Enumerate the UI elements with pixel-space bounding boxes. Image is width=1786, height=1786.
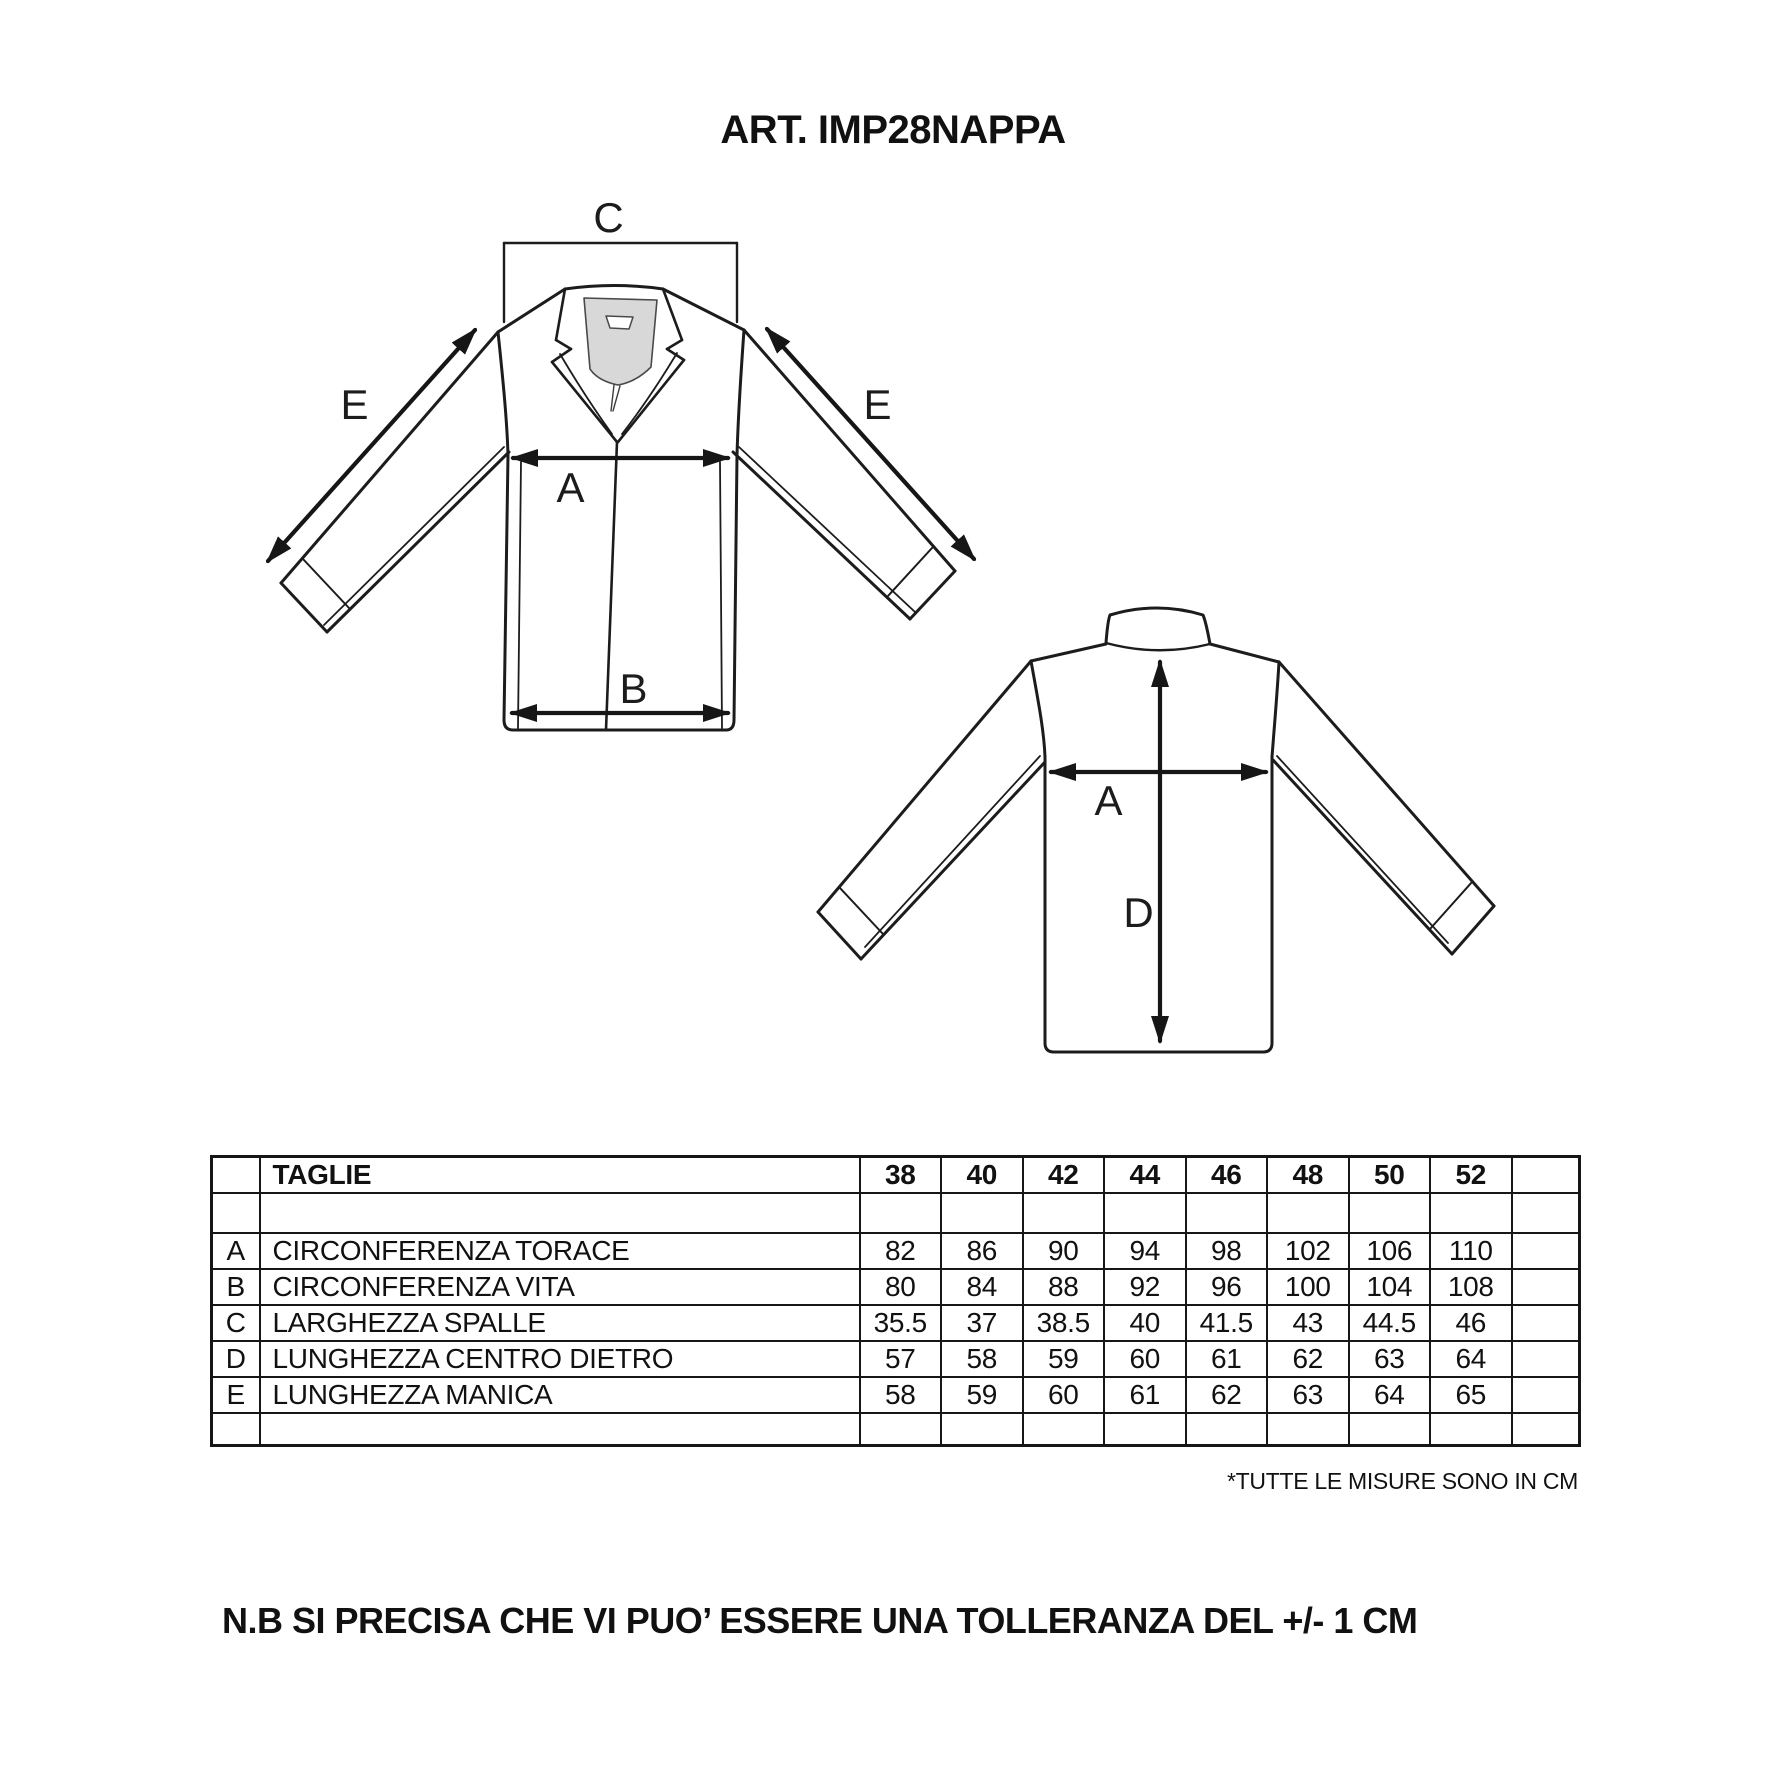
- spacer-row-top: [212, 1193, 1580, 1233]
- lining-cord: [611, 385, 620, 411]
- row-B-size-50: 104: [1349, 1269, 1431, 1305]
- spacer-cell: [860, 1413, 942, 1446]
- row-A-size-44: 94: [1104, 1233, 1186, 1269]
- row-B-size-38: 80: [860, 1269, 942, 1305]
- collar-lining: [584, 298, 657, 385]
- size-table: [210, 1155, 1581, 1447]
- row-B-trailing: [1512, 1269, 1580, 1305]
- spacer-cell: [1349, 1413, 1431, 1446]
- row-C-size-50: 44.5: [1349, 1305, 1431, 1341]
- spacer-cell: [1430, 1413, 1512, 1446]
- header-size-50: 50: [1349, 1157, 1431, 1194]
- jacket-back-diagram: [818, 608, 1494, 1052]
- row-B-size-42: 88: [1023, 1269, 1105, 1305]
- row-E-size-46: 62: [1186, 1377, 1268, 1413]
- measure-arrow-E-right: [767, 329, 974, 559]
- row-E-trailing: [1512, 1377, 1580, 1413]
- spacer-cell: [260, 1193, 860, 1233]
- row-E-size-38: 58: [860, 1377, 942, 1413]
- row-A-size-52: 110: [1430, 1233, 1512, 1269]
- back-collar-base: [1106, 643, 1210, 650]
- spacer-cell: [1349, 1193, 1431, 1233]
- spacer-cell: [860, 1193, 942, 1233]
- table-header-row: [212, 1157, 1580, 1194]
- spacer-cell: [941, 1413, 1023, 1446]
- label-A-back: A: [1094, 777, 1122, 824]
- back-body-outline: [1031, 661, 1279, 1052]
- spacer-cell: [1104, 1193, 1186, 1233]
- row-C-size-40: 37: [941, 1305, 1023, 1341]
- row-D-size-46: 61: [1186, 1341, 1268, 1377]
- row-E-size-48: 63: [1267, 1377, 1349, 1413]
- spacer-cell: [1512, 1413, 1580, 1446]
- front-shoulder-left: [498, 289, 565, 332]
- label-E-right: E: [863, 381, 891, 428]
- row-D-name: LUNGHEZZA CENTRO DIETRO: [260, 1341, 860, 1377]
- size-table-body: [212, 1157, 1580, 1446]
- front-center-line: [606, 442, 617, 730]
- row-C-trailing: [1512, 1305, 1580, 1341]
- table-row-A: [212, 1233, 1580, 1269]
- row-C-size-42: 38.5: [1023, 1305, 1105, 1341]
- back-shoulder-left: [1031, 644, 1106, 661]
- spacer-cell: [212, 1413, 260, 1446]
- row-D-size-50: 63: [1349, 1341, 1431, 1377]
- row-E-size-42: 60: [1023, 1377, 1105, 1413]
- row-B-size-46: 96: [1186, 1269, 1268, 1305]
- row-D-size-42: 59: [1023, 1341, 1105, 1377]
- spacer-cell: [1186, 1413, 1268, 1446]
- row-A-size-40: 86: [941, 1233, 1023, 1269]
- row-C-size-48: 43: [1267, 1305, 1349, 1341]
- table-row-E: [212, 1377, 1580, 1413]
- table-row-D: [212, 1341, 1580, 1377]
- row-C-size-38: 35.5: [860, 1305, 942, 1341]
- row-A-letter: A: [212, 1233, 260, 1269]
- row-D-trailing: [1512, 1341, 1580, 1377]
- spacer-row-bottom: [212, 1413, 1580, 1446]
- row-B-size-44: 92: [1104, 1269, 1186, 1305]
- units-note: *TUTTE LE MISURE SONO IN CM: [1227, 1468, 1578, 1494]
- front-collar-top: [565, 286, 663, 290]
- row-A-size-50: 106: [1349, 1233, 1431, 1269]
- header-size-48: 48: [1267, 1157, 1349, 1194]
- label-D-back: D: [1123, 889, 1153, 936]
- front-sleeve-left: [281, 332, 509, 632]
- page-title: ART. IMP28NAPPA: [720, 108, 1066, 152]
- row-E-name: LUNGHEZZA MANICA: [260, 1377, 860, 1413]
- row-D-letter: D: [212, 1341, 260, 1377]
- row-C-letter: C: [212, 1305, 260, 1341]
- header-size-52: 52: [1430, 1157, 1512, 1194]
- table-row-C: [212, 1305, 1580, 1341]
- spacer-cell: [1430, 1193, 1512, 1233]
- back-shoulder-right: [1210, 644, 1279, 662]
- row-A-size-48: 102: [1267, 1233, 1349, 1269]
- spacer-cell: [1023, 1413, 1105, 1446]
- label-B-front: B: [619, 665, 647, 712]
- header-taglie-cell: TAGLIE: [260, 1157, 860, 1194]
- spacer-cell: [212, 1193, 260, 1233]
- row-D-size-48: 62: [1267, 1341, 1349, 1377]
- row-A-trailing: [1512, 1233, 1580, 1269]
- header-size-40: 40: [941, 1157, 1023, 1194]
- header-size-46: 46: [1186, 1157, 1268, 1194]
- spacer-cell: [1023, 1193, 1105, 1233]
- jacket-front-diagram: [268, 194, 974, 730]
- row-E-letter: E: [212, 1377, 260, 1413]
- spacer-cell: [1104, 1413, 1186, 1446]
- row-C-name: LARGHEZZA SPALLE: [260, 1305, 860, 1341]
- spacer-cell: [1267, 1413, 1349, 1446]
- row-B-size-52: 108: [1430, 1269, 1512, 1305]
- header-size-38: 38: [860, 1157, 942, 1194]
- row-A-size-46: 98: [1186, 1233, 1268, 1269]
- table-row-B: [212, 1269, 1580, 1305]
- jacket-measurement-diagram: [200, 170, 1540, 1090]
- row-B-size-48: 100: [1267, 1269, 1349, 1305]
- row-D-size-38: 57: [860, 1341, 942, 1377]
- size-table-wrap: [210, 1155, 1578, 1447]
- spacer-cell: [941, 1193, 1023, 1233]
- row-A-name: CIRCONFERENZA TORACE: [260, 1233, 860, 1269]
- row-A-size-38: 82: [860, 1233, 942, 1269]
- header-size-42: 42: [1023, 1157, 1105, 1194]
- row-B-letter: B: [212, 1269, 260, 1305]
- spacer-cell: [260, 1413, 860, 1446]
- row-E-size-50: 64: [1349, 1377, 1431, 1413]
- tolerance-note: N.B SI PRECISA CHE VI PUO’ ESSERE UNA TOLLERANZA DEL +/- 1 CM: [222, 1600, 1418, 1641]
- row-D-size-40: 58: [941, 1341, 1023, 1377]
- spacer-cell: [1186, 1193, 1268, 1233]
- header-trailing-cell: [1512, 1157, 1580, 1194]
- back-sleeve-right: [1273, 662, 1494, 954]
- row-E-size-44: 61: [1104, 1377, 1186, 1413]
- row-D-size-44: 60: [1104, 1341, 1186, 1377]
- row-C-size-44: 40: [1104, 1305, 1186, 1341]
- front-sleeve-right: [733, 330, 955, 619]
- label-A-front: A: [556, 464, 584, 511]
- hanger-loop: [606, 316, 633, 329]
- spacer-cell: [1267, 1193, 1349, 1233]
- spacer-cell: [1512, 1193, 1580, 1233]
- back-sleeve-left: [818, 661, 1045, 959]
- row-D-size-52: 64: [1430, 1341, 1512, 1377]
- row-B-name: CIRCONFERENZA VITA: [260, 1269, 860, 1305]
- label-C: C: [593, 194, 623, 241]
- label-E-left: E: [340, 381, 368, 428]
- row-C-size-52: 46: [1430, 1305, 1512, 1341]
- row-E-size-40: 59: [941, 1377, 1023, 1413]
- row-C-size-46: 41.5: [1186, 1305, 1268, 1341]
- header-corner-cell: [212, 1157, 260, 1194]
- row-A-size-42: 90: [1023, 1233, 1105, 1269]
- row-B-size-40: 84: [941, 1269, 1023, 1305]
- header-size-44: 44: [1104, 1157, 1186, 1194]
- back-collar: [1106, 608, 1210, 644]
- measure-arrow-E-left: [268, 330, 475, 561]
- row-E-size-52: 65: [1430, 1377, 1512, 1413]
